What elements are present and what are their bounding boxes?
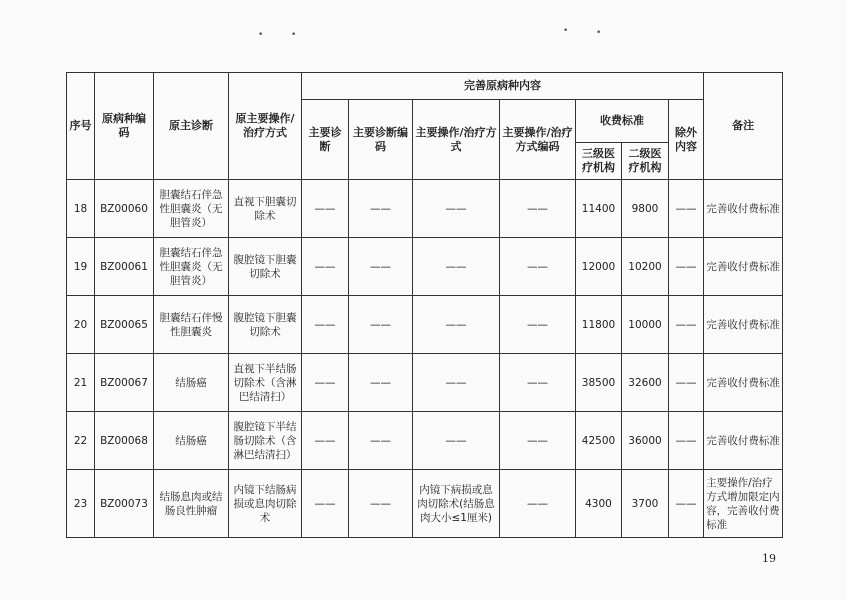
cell-fee-level3: 38500 bbox=[576, 354, 622, 412]
cell-op: 腹腔镜下胆囊切除术 bbox=[229, 238, 302, 296]
cell-fee-level2: 10200 bbox=[622, 238, 669, 296]
cell-excl: —— bbox=[669, 238, 704, 296]
cell-main-diag: —— bbox=[302, 296, 349, 354]
cell-op: 内镜下结肠病损或息肉切除术 bbox=[229, 470, 302, 538]
cell-excl: —— bbox=[669, 470, 704, 538]
table-row bbox=[67, 238, 783, 296]
table-row bbox=[67, 412, 783, 470]
cell-main-op-code: —— bbox=[500, 296, 576, 354]
cell-main-op: 内镜下病损或息肉切除术(结肠息肉大小≤1厘米) bbox=[413, 470, 500, 538]
cell-fee-level3: 42500 bbox=[576, 412, 622, 470]
cell-diag: 结肠癌 bbox=[154, 412, 229, 470]
cell-fee-level3: 11800 bbox=[576, 296, 622, 354]
cell-seq: 18 bbox=[67, 180, 95, 238]
cell-main-op: —— bbox=[413, 296, 500, 354]
cell-main-op: —— bbox=[413, 180, 500, 238]
cell-fee-level2: 3700 bbox=[622, 470, 669, 538]
cell-diag: 胆囊结石伴急性胆囊炎（无胆管炎） bbox=[154, 238, 229, 296]
cell-main-diag: —— bbox=[302, 180, 349, 238]
cell-main-op: —— bbox=[413, 412, 500, 470]
cell-fee-level3: 11400 bbox=[576, 180, 622, 238]
cell-main-diag: —— bbox=[302, 354, 349, 412]
scan-mark: • bbox=[258, 30, 264, 40]
cell-note: 完善收付费标准 bbox=[704, 180, 783, 238]
cell-main-diag-code: —— bbox=[349, 470, 413, 538]
table-row bbox=[67, 180, 783, 238]
cell-main-diag-code: —— bbox=[349, 296, 413, 354]
cell-note: 完善收付费标准 bbox=[704, 354, 783, 412]
header-fee-level3: 三级医疗机构 bbox=[576, 143, 622, 180]
scan-mark: • bbox=[596, 28, 602, 38]
header-group: 完善原病种内容 bbox=[302, 73, 704, 100]
cell-op: 腹腔镜下胆囊切除术 bbox=[229, 296, 302, 354]
table-row bbox=[67, 296, 783, 354]
cell-fee-level2: 9800 bbox=[622, 180, 669, 238]
header-diag: 原主诊断 bbox=[154, 73, 229, 180]
header-fee-level2: 二级医疗机构 bbox=[622, 143, 669, 180]
cell-op: 直视下胆囊切除术 bbox=[229, 180, 302, 238]
scan-mark: • bbox=[563, 26, 569, 36]
cell-fee-level2: 36000 bbox=[622, 412, 669, 470]
page-number: 19 bbox=[762, 552, 776, 565]
header-main-op: 主要操作/治疗方式 bbox=[413, 100, 500, 180]
cell-code: BZ00061 bbox=[95, 238, 154, 296]
cell-op: 腹腔镜下半结肠切除术（含淋巴结清扫） bbox=[229, 412, 302, 470]
cell-excl: —— bbox=[669, 180, 704, 238]
cell-code: BZ00067 bbox=[95, 354, 154, 412]
cell-note: 主要操作/治疗方式增加限定内容，完善收付费标准 bbox=[704, 470, 783, 538]
cell-op: 直视下半结肠切除术（含淋巴结清扫） bbox=[229, 354, 302, 412]
cell-main-op-code: —— bbox=[500, 238, 576, 296]
cell-note: 完善收付费标准 bbox=[704, 296, 783, 354]
header-fee: 收费标准 bbox=[576, 100, 669, 143]
cell-fee-level2: 10000 bbox=[622, 296, 669, 354]
cell-code: BZ00073 bbox=[95, 470, 154, 538]
cell-diag: 胆囊结石伴急性胆囊炎（无胆管炎） bbox=[154, 180, 229, 238]
cell-code: BZ00068 bbox=[95, 412, 154, 470]
header-main-diag-code: 主要诊断编码 bbox=[349, 100, 413, 180]
cell-seq: 23 bbox=[67, 470, 95, 538]
cell-fee-level2: 32600 bbox=[622, 354, 669, 412]
cell-main-diag-code: —— bbox=[349, 180, 413, 238]
cell-excl: —— bbox=[669, 296, 704, 354]
cell-note: 完善收付费标准 bbox=[704, 238, 783, 296]
table-row bbox=[67, 354, 783, 412]
cell-main-op-code: —— bbox=[500, 470, 576, 538]
cell-fee-level3: 4300 bbox=[576, 470, 622, 538]
header-main-diag: 主要诊断 bbox=[302, 100, 349, 180]
cell-seq: 19 bbox=[67, 238, 95, 296]
cell-main-diag-code: —— bbox=[349, 412, 413, 470]
cell-main-diag-code: —— bbox=[349, 238, 413, 296]
cell-main-op-code: —— bbox=[500, 180, 576, 238]
cell-diag: 结肠息肉或结肠良性肿瘤 bbox=[154, 470, 229, 538]
cell-code: BZ00065 bbox=[95, 296, 154, 354]
cell-main-op-code: —— bbox=[500, 412, 576, 470]
cell-main-op: —— bbox=[413, 238, 500, 296]
scan-mark: • bbox=[291, 30, 297, 40]
cell-main-diag: —— bbox=[302, 238, 349, 296]
cell-seq: 20 bbox=[67, 296, 95, 354]
header-op: 原主要操作/治疗方式 bbox=[229, 73, 302, 180]
cell-note: 完善收付费标准 bbox=[704, 412, 783, 470]
cell-code: BZ00060 bbox=[95, 180, 154, 238]
header-seq: 序号 bbox=[67, 73, 95, 180]
cell-main-diag: —— bbox=[302, 470, 349, 538]
cell-excl: —— bbox=[669, 412, 704, 470]
cell-seq: 21 bbox=[67, 354, 95, 412]
cell-main-op: —— bbox=[413, 354, 500, 412]
table-row bbox=[67, 470, 783, 538]
cell-main-op-code: —— bbox=[500, 354, 576, 412]
header-main-op-code: 主要操作/治疗方式编码 bbox=[500, 100, 576, 180]
cell-main-diag: —— bbox=[302, 412, 349, 470]
cell-diag: 结肠癌 bbox=[154, 354, 229, 412]
cell-seq: 22 bbox=[67, 412, 95, 470]
header-note: 备注 bbox=[704, 73, 783, 180]
cell-excl: —— bbox=[669, 354, 704, 412]
cell-fee-level3: 12000 bbox=[576, 238, 622, 296]
cell-diag: 胆囊结石伴慢性胆囊炎 bbox=[154, 296, 229, 354]
cell-main-diag-code: —— bbox=[349, 354, 413, 412]
header-excl: 除外内容 bbox=[669, 100, 704, 180]
disease-fee-table bbox=[66, 72, 783, 538]
header-code: 原病种编码 bbox=[95, 73, 154, 180]
